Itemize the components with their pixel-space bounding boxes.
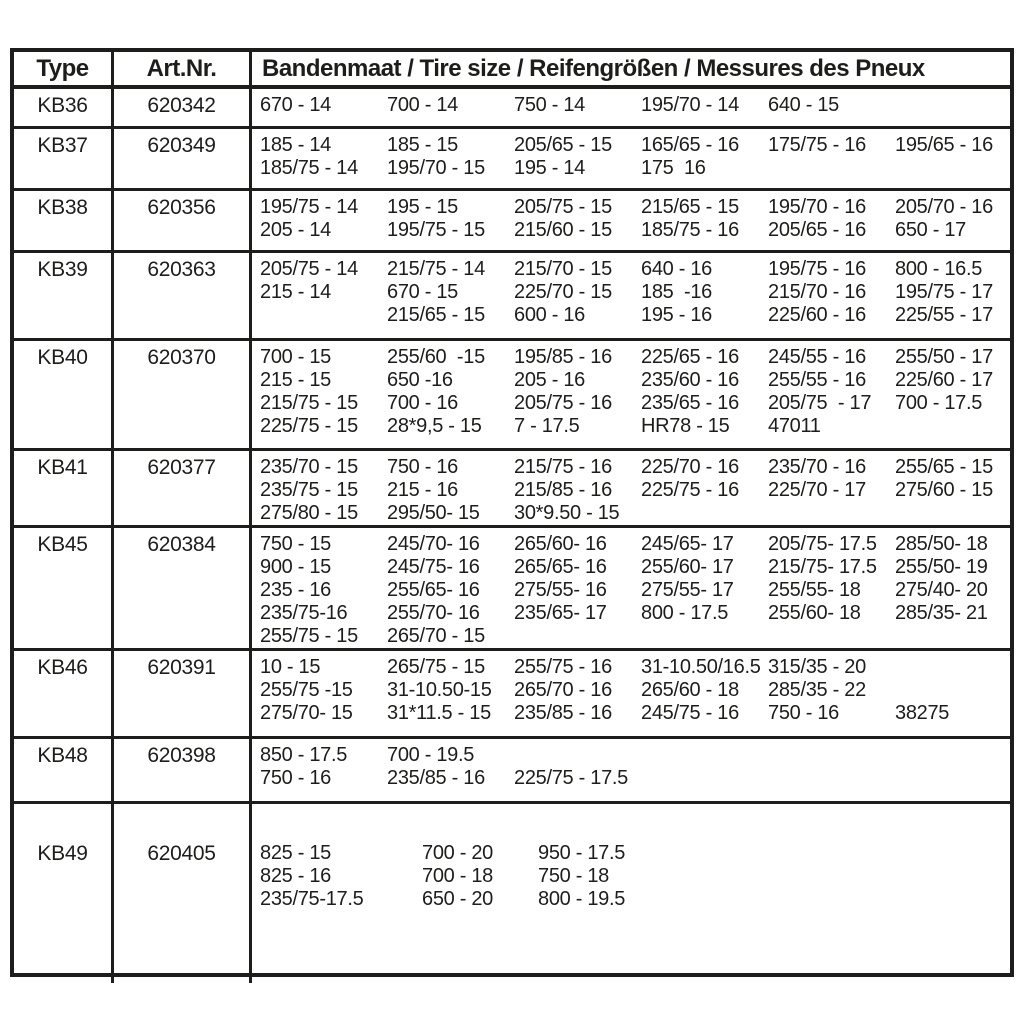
tire-size: 215/70 - 16 (768, 281, 866, 303)
tire-size: 235/60 - 16 (641, 369, 739, 391)
type-value: KB36 (14, 89, 114, 126)
size-line (260, 94, 1022, 117)
type-value: KB39 (14, 253, 114, 338)
tire-size: 205/65 - 16 (768, 219, 866, 241)
tire-size: 285/50- 18 (895, 533, 988, 555)
tire-size: 215/85 - 16 (514, 479, 612, 501)
type-value: KB49 (14, 804, 114, 983)
type-value: KB45 (14, 528, 114, 648)
tire-size: HR78 - 15 (641, 415, 730, 437)
tire-size: 750 - 15 (260, 533, 331, 555)
sizes-cell (252, 191, 1022, 250)
tire-size: 215/60 - 15 (514, 219, 612, 241)
tire-size: 750 - 14 (514, 94, 585, 116)
tire-size: 195/75 - 15 (387, 219, 485, 241)
sizes-cell (252, 528, 1022, 648)
sizes-cell (252, 89, 1022, 126)
size-line (260, 369, 1022, 392)
tire-size: 700 - 19.5 (387, 744, 475, 766)
sizes-cell (252, 804, 1024, 983)
art-nr-value: 620356 (114, 191, 252, 250)
tire-size: 245/75- 16 (387, 556, 480, 578)
tire-size: 215/75 - 14 (387, 258, 485, 280)
art-nr-value: 620377 (114, 451, 252, 525)
tire-size: 650 - 17 (895, 219, 966, 241)
sizes-cell (252, 253, 1022, 338)
tire-size: 285/35- 21 (895, 602, 988, 624)
tire-size: 225/70 - 15 (514, 281, 612, 303)
tire-size: 750 - 16 (260, 767, 331, 789)
tire-size: 28*9,5 - 15 (387, 415, 482, 437)
tire-size: 30*9.50 - 15 (514, 502, 620, 524)
size-line (260, 865, 1024, 888)
tire-size: 315/35 - 20 (768, 656, 866, 678)
tire-size: 275/40- 20 (895, 579, 988, 601)
tire-size: 295/50- 15 (387, 502, 480, 524)
art-nr-value: 620342 (114, 89, 252, 126)
size-line (260, 502, 1022, 525)
table-row (14, 451, 1010, 528)
size-line (260, 625, 1022, 648)
tire-size: 255/65- 16 (387, 579, 480, 601)
type-value: KB46 (14, 651, 114, 736)
size-line (260, 888, 1024, 911)
tire-size: 255/55- 18 (768, 579, 861, 601)
type-value: KB48 (14, 739, 114, 801)
tire-size: 185/75 - 14 (260, 157, 358, 179)
tire-size: 700 - 17.5 (895, 392, 983, 414)
table-row (14, 129, 1010, 191)
tire-size: 195/70 - 16 (768, 196, 866, 218)
tire-size: 205/70 - 16 (895, 196, 993, 218)
tire-size: 195/75 - 17 (895, 281, 993, 303)
tire-size: 850 - 17.5 (260, 744, 348, 766)
size-line (260, 602, 1022, 625)
art-nr-value: 620349 (114, 129, 252, 188)
tire-size: 275/80 - 15 (260, 502, 358, 524)
table-header-row (14, 52, 1010, 89)
tire-size: 265/70 - 15 (387, 625, 485, 647)
tire-size: 165/65 - 16 (641, 134, 739, 156)
table-row (14, 528, 1010, 651)
tire-size: 205/75 - 14 (260, 258, 358, 280)
tire-size: 225/75 - 17.5 (514, 767, 628, 789)
type-value: KB41 (14, 451, 114, 525)
tire-size: 225/60 - 16 (768, 304, 866, 326)
tire-size: 650 -16 (387, 369, 453, 391)
tire-size: 225/70 - 16 (641, 456, 739, 478)
tire-size: 225/70 - 17 (768, 479, 866, 501)
size-line (260, 656, 1022, 679)
tire-size: 255/75 -15 (260, 679, 353, 701)
tire-size: 205 - 16 (514, 369, 585, 391)
tire-size (260, 304, 387, 327)
tire-size: 195/70 - 15 (387, 157, 485, 179)
tire-size: 640 - 16 (641, 258, 712, 280)
tire-size: 235/85 - 16 (514, 702, 612, 724)
tire-size: 750 - 18 (538, 865, 609, 887)
header-sizes: Bandenmaat / Tire size / Reifengrößen / Messures des Pneux (262, 54, 925, 82)
table-row (14, 191, 1010, 253)
tire-size: 275/60 - 15 (895, 479, 993, 501)
size-line (260, 702, 1022, 725)
art-nr-value: 620370 (114, 341, 252, 448)
sizes-cell (252, 129, 1022, 188)
tire-size: 225/60 - 17 (895, 369, 993, 391)
tire-size: 215/75 - 16 (514, 456, 612, 478)
tire-size: 235/70 - 16 (768, 456, 866, 478)
table-row (14, 253, 1010, 341)
tire-size: 205/75 - 17 (768, 392, 872, 414)
size-line (260, 196, 1022, 219)
tire-size: 750 - 16 (768, 702, 839, 724)
tire-size: 205 - 14 (260, 219, 331, 241)
tire-size: 38275 (895, 702, 950, 724)
tire-size: 265/65- 16 (514, 556, 607, 578)
table-row (14, 651, 1010, 739)
tire-size: 31-10.50/16.5 (641, 656, 761, 678)
size-line (260, 533, 1022, 556)
tire-size: 225/55 - 17 (895, 304, 993, 326)
tire-size: 750 - 16 (387, 456, 458, 478)
tire-size: 265/60 - 18 (641, 679, 739, 701)
tire-size: 275/55- 16 (514, 579, 607, 601)
art-nr-value: 620384 (114, 528, 252, 648)
sizes-cell (252, 651, 1022, 736)
tire-size: 185/75 - 16 (641, 219, 739, 241)
table-body (14, 89, 1010, 983)
tire-size: 265/75 - 15 (387, 656, 485, 678)
tire-size: 195 - 14 (514, 157, 585, 179)
tire-size: 205/75 - 15 (514, 196, 612, 218)
tire-size: 800 - 17.5 (641, 602, 729, 624)
tire-size: 195 - 15 (387, 196, 458, 218)
sizes-cell (252, 739, 1022, 801)
tire-size: 650 - 20 (422, 888, 493, 910)
tire-size: 275/55- 17 (641, 579, 734, 601)
size-line (260, 346, 1022, 369)
tire-size: 225/65 - 16 (641, 346, 739, 368)
size-line (260, 157, 1022, 180)
tire-size: 255/60- 18 (768, 602, 861, 624)
tire-size: 255/60 -15 (387, 346, 485, 368)
size-line (260, 479, 1022, 502)
tire-size: 205/75- 17.5 (768, 533, 877, 555)
tire-size: 31*11.5 - 15 (387, 702, 491, 724)
tire-size: 800 - 19.5 (538, 888, 626, 910)
tire-size-table (10, 48, 1014, 977)
size-line (260, 767, 1022, 790)
size-line (260, 679, 1022, 702)
tire-size: 215 - 16 (387, 479, 458, 501)
art-nr-value: 620363 (114, 253, 252, 338)
tire-size: 195/75 - 16 (768, 258, 866, 280)
tire-size: 700 - 18 (422, 865, 493, 887)
tire-size: 255/55 - 16 (768, 369, 866, 391)
size-line (260, 415, 1022, 438)
tire-size: 275/70- 15 (260, 702, 353, 724)
table-row (14, 341, 1010, 451)
tire-size: 825 - 16 (260, 865, 331, 887)
size-line (260, 134, 1022, 157)
size-line (260, 456, 1022, 479)
tire-size: 215/70 - 15 (514, 258, 612, 280)
tire-size: 195/65 - 16 (895, 134, 993, 156)
art-nr-value: 620391 (114, 651, 252, 736)
type-value: KB38 (14, 191, 114, 250)
tire-size: 600 - 16 (514, 304, 585, 326)
size-line (260, 219, 1022, 242)
tire-size: 47011 (768, 415, 821, 437)
size-line (260, 304, 1022, 327)
size-line (260, 556, 1022, 579)
tire-size: 235/75-17.5 (260, 888, 364, 910)
tire-size: 235/75-16 (260, 602, 348, 624)
sizes-cell (252, 341, 1022, 448)
tire-size: 235/85 - 16 (387, 767, 485, 789)
tire-size: 235/70 - 15 (260, 456, 358, 478)
tire-size: 195 - 16 (641, 304, 712, 326)
tire-size: 245/55 - 16 (768, 346, 866, 368)
tire-size: 245/65- 17 (641, 533, 734, 555)
tire-size: 235 - 16 (260, 579, 331, 601)
size-line (260, 258, 1022, 281)
tire-size: 205/75 - 16 (514, 392, 612, 414)
table-row (14, 804, 1010, 983)
tire-size: 225/75 - 16 (641, 479, 739, 501)
tire-size: 7 - 17.5 (514, 415, 580, 437)
header-art-nr: Art.Nr. (114, 52, 252, 85)
size-line (260, 579, 1022, 602)
tire-size: 255/50- 19 (895, 556, 988, 578)
tire-size: 285/35 - 22 (768, 679, 866, 701)
tire-size: 215 - 15 (260, 369, 331, 391)
tire-size: 185 -16 (641, 281, 712, 303)
tire-size: 215/75 - 15 (260, 392, 358, 414)
tire-size: 670 - 14 (260, 94, 331, 116)
tire-size: 265/60- 16 (514, 533, 607, 555)
tire-size: 255/70- 16 (387, 602, 480, 624)
tire-size: 235/65 - 16 (641, 392, 739, 414)
tire-size: 185 - 15 (387, 134, 458, 156)
tire-size: 195/75 - 14 (260, 196, 358, 218)
tire-size: 195/85 - 16 (514, 346, 612, 368)
tire-size: 175 16 (641, 157, 706, 179)
tire-size: 700 - 20 (422, 842, 493, 864)
tire-size: 10 - 15 (260, 656, 321, 678)
size-line (260, 281, 1022, 304)
tire-size: 255/75 - 15 (260, 625, 358, 647)
tire-size: 255/50 - 17 (895, 346, 993, 368)
tire-size: 245/75 - 16 (641, 702, 739, 724)
tire-size: 215/65 - 15 (387, 304, 485, 326)
tire-size: 700 - 16 (387, 392, 458, 414)
tire-size: 700 - 15 (260, 346, 331, 368)
tire-size: 215 - 14 (260, 281, 331, 303)
tire-size: 700 - 14 (387, 94, 458, 116)
tire-size: 950 - 17.5 (538, 842, 626, 864)
tire-size: 265/70 - 16 (514, 679, 612, 701)
tire-size: 670 - 15 (387, 281, 458, 303)
tire-size: 245/70- 16 (387, 533, 480, 555)
tire-size: 640 - 15 (768, 94, 839, 116)
tire-size: 225/75 - 15 (260, 415, 358, 437)
tire-size: 215/75- 17.5 (768, 556, 877, 578)
tire-size: 175/75 - 16 (768, 134, 866, 156)
tire-size: 900 - 15 (260, 556, 331, 578)
size-line (260, 744, 1022, 767)
sizes-cell (252, 451, 1022, 525)
tire-size: 825 - 15 (260, 842, 331, 864)
art-nr-value: 620398 (114, 739, 252, 801)
tire-size: 205/65 - 15 (514, 134, 612, 156)
table-row (14, 89, 1010, 129)
table-row (14, 739, 1010, 804)
size-line (260, 392, 1022, 415)
header-type: Type (14, 52, 114, 85)
tire-size: 235/75 - 15 (260, 479, 358, 501)
tire-size: 255/65 - 15 (895, 456, 993, 478)
type-value: KB40 (14, 341, 114, 448)
art-nr-value: 620405 (114, 804, 252, 983)
tire-size: 31-10.50-15 (387, 679, 492, 701)
tire-size: 800 - 16.5 (895, 258, 983, 280)
type-value: KB37 (14, 129, 114, 188)
tire-size: 195/70 - 14 (641, 94, 739, 116)
tire-size: 255/60- 17 (641, 556, 734, 578)
tire-size: 255/75 - 16 (514, 656, 612, 678)
tire-size: 215/65 - 15 (641, 196, 739, 218)
tire-size: 185 - 14 (260, 134, 331, 156)
tire-size: 235/65- 17 (514, 602, 607, 624)
size-line (260, 842, 1024, 865)
